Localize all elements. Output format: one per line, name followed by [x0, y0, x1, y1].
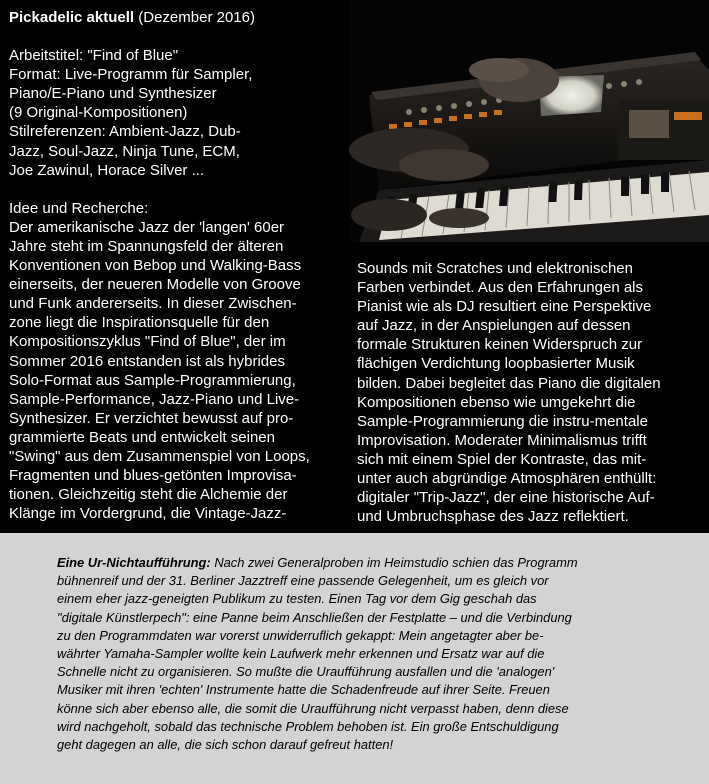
text-line: Sample-Performance, Jazz-Piano und Live-: [9, 390, 300, 408]
keyboard-photo: [349, 0, 709, 242]
spacer: [9, 180, 349, 199]
meta-line: Format: Live-Programm für Sampler,: [9, 66, 253, 84]
text-line: digitaler "Trip-Jazz", der eine historische Auf-: [357, 489, 655, 507]
text-line: Kompositionszyklus "Find of Blue", der im: [9, 333, 286, 351]
text-line: auf Jazz, in der Anspielungen auf dessen: [357, 317, 631, 335]
spacer: [9, 27, 349, 46]
text-line: Pianist wie als DJ resultiert eine Perspektive: [357, 298, 652, 316]
note-line: währter Yamaha-Sampler wollte kein Laufwerk mehr erkennen und Ersatz war auf die: [57, 646, 545, 662]
text-line: zone liegt die Inspirationsquelle für den: [9, 314, 270, 332]
meta-line: Stilreferenzen: Ambient-Jazz, Dub-: [9, 123, 241, 141]
note-line: zu den Programmdaten war vorerst unwiderruflich gekappt: Mein angetagter aber be-: [57, 627, 544, 643]
text-line: tionen. Gleichzeitig steht die Alchemie der: [9, 486, 288, 504]
text-line: Improvisation. Moderater Minimalismus trifft: [357, 431, 647, 449]
text-line: und Umbruchsphase des Jazz reflektiert.: [357, 508, 629, 526]
meta-line: Piano/E-Piano und Synthesizer: [9, 85, 217, 103]
text-line: grammierte Beats und entwickelt seinen: [9, 428, 275, 446]
meta-line: Jazz, Soul-Jazz, Ninja Tune, ECM,: [9, 142, 240, 160]
text-line: Farben verbindet. Aus den Erfahrungen als: [357, 279, 644, 297]
title-bold: Pickadelic aktuell: [9, 9, 135, 26]
text-line: bilden. Dabei begleitet das Piano die digitalen: [357, 374, 661, 392]
note-line: bühnenreif und der 31. Berliner Jazztreff eine passende Gelegenheit, um es gleich vor: [57, 573, 549, 589]
text-line: Der amerikanische Jazz der 'langen' 60er: [9, 218, 285, 236]
text-line: Sommer 2016 entstanden ist als hybrides: [9, 352, 285, 370]
note-line: geht dagegen an alle, die sich schon darauf gefreut hatten!: [57, 737, 394, 753]
project-meta: [9, 46, 349, 180]
text-line: Fragmenten und blues-getönten Improvisa-: [9, 467, 297, 485]
right-column: [357, 259, 707, 526]
text-line: einerseits, der neueren Modelle von Groove: [9, 276, 301, 294]
note-line: einem eher jazz-geneigten Publikum zu testen. Einen Tag vor dem Gig geschah das: [57, 591, 537, 607]
note-line: "digitale Künstlerpech": eine Panne beim Anschließen der Festplatte – und die Verbindung: [57, 609, 572, 625]
text-line: Klänge im Vordergrund, die Vintage-Jazz-: [9, 505, 287, 523]
meta-line: Arbeitstitel: "Find of Blue": [9, 47, 179, 65]
note-line: wird nachgeholt, sobald das technische Problem behoben ist. Ein große Entschuldigung: [57, 718, 559, 734]
text-line: Sounds mit Scratches und elektronischen: [357, 260, 633, 277]
note-lead: Eine Ur-Nichtaufführung:: [57, 555, 211, 570]
note-line: Schnelle nicht zu organisieren. So mußte die Uraufführung ausfallen und die 'analogen': [57, 664, 555, 680]
note-body: [57, 555, 578, 752]
text-line: Idee und Recherche:: [9, 199, 149, 217]
text-line: formale Strukturen keinen Widerspruch zur: [357, 336, 643, 354]
note-text: [57, 554, 657, 754]
text-line: Konventionen von Bebop und Walking-Bass: [9, 257, 302, 275]
text-line: sich mit einem Spiel der Kontraste, das mit-: [357, 450, 647, 468]
meta-line: Joe Zawinul, Horace Silver ...: [9, 161, 205, 179]
text-line: Sample-Programmierung die instru-mentale: [357, 412, 648, 430]
text-line: "Swing" aus dem Zusammenspiel von Loops,: [9, 447, 310, 465]
note-line: könne sich aber ebenso alle, die somit die Uraufführung nicht verpasst haben, denn diese: [57, 700, 569, 716]
text-line: flächigen Verdichtung loopbasierter Musik: [357, 355, 635, 373]
text-line: Synthesizer. Er verzichtet bewusst auf pro-: [9, 409, 294, 427]
meta-line: (9 Original-Kompositionen): [9, 104, 188, 122]
text-line: und Funk andererseits. In dieser Zwischen-: [9, 295, 297, 313]
page-title: [9, 8, 349, 27]
note-box: [0, 533, 709, 784]
title-date: (Dezember 2016): [134, 9, 255, 26]
text-line: Jahre steht im Spannungsfeld der älteren: [9, 237, 284, 255]
left-column: [9, 8, 349, 523]
text-line: Solo-Format aus Sample-Programmierung,: [9, 371, 296, 389]
note-line: Nach zwei Generalproben im Heimstudio schien das Programm: [210, 555, 578, 570]
synthesizer-image: [349, 0, 709, 242]
text-line: Kompositionen ebenso wie umgekehrt die: [357, 393, 636, 411]
idea-text: [9, 199, 349, 524]
note-line: Musiker mit ihren 'echten' Instrumente hatte die Schadenfreude auf ihrer Seite. Freuen: [57, 682, 550, 698]
text-line: unter auch abgründige Atmosphären enthüllt:: [357, 470, 657, 488]
